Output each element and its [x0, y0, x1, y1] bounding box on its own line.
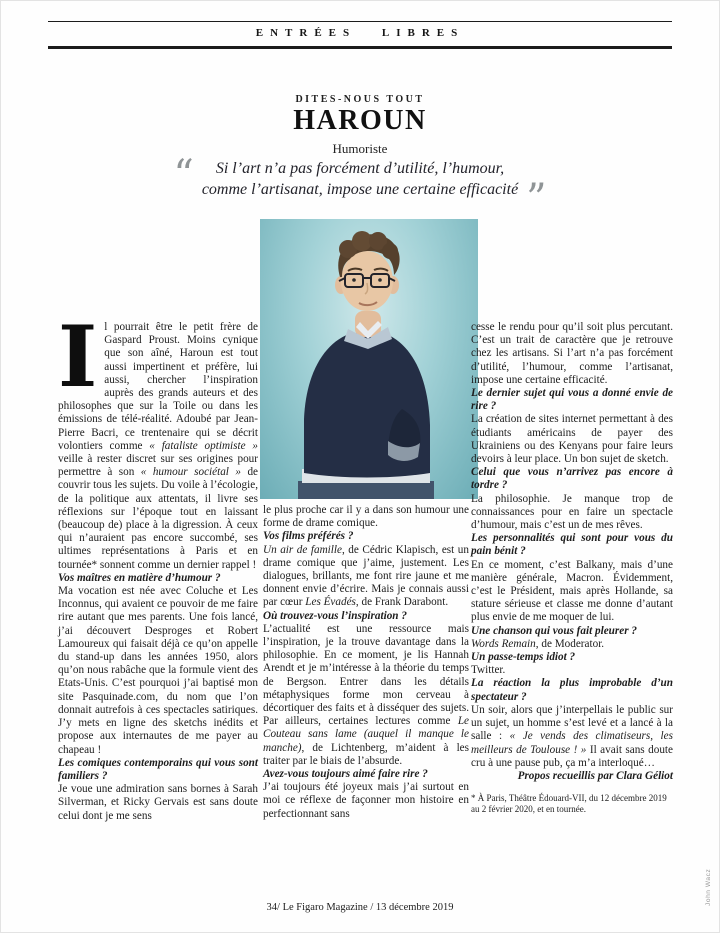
page-footer: 34/ Le Figaro Magazine / 13 décembre 2019 [266, 902, 454, 913]
article-paragraph: Un soir, alors que j’interpellais le public sur un sujet, un homme s’est levé et a lancé à la salle : « Je vends des climatiseurs, les meilleurs de Toulouse ! » Il avait sans doute cru à une pause pub, ça m’a interloqué… [471, 703, 673, 769]
section-header: ENTRÉES LIBRES [255, 27, 465, 39]
page-title: HAROUN [293, 105, 427, 136]
interview-question: Un passe-temps idiot ? [471, 651, 576, 664]
quote-line-2: comme l’artisanat, impose une certaine efficacité [201, 181, 519, 198]
header-rule-thick [48, 46, 672, 49]
article-paragraph: Ma vocation est née avec Coluche et Les Inconnus, qui avaient ce pouvoir de me faire rire autant que mes parents. Une fois lancé, j’ai découvert Desproges et Robert Lamoureux qui faisait déjà ce qu’on appelle du stand-up dans les années 1950, alors qu’on nous rabâche que la formule vient des Etats-Unis. C’est pourquoi j’ai baptisé mon site Pasquinade.com, du nom que l’on donnait autrefois à ces spectacles satiriques. J’y mets en ligne des sketchs inédits et propose aux internautes de me payer au chapeau ! [58, 585, 258, 756]
article-paragraph: Je voue une admiration sans bornes à Sarah Silverman, et Ricky Gervais est sans doute celui dont je me sens [58, 783, 258, 822]
interview-question: Les personnalités qui sont pour vous du pain bénit ? [471, 532, 673, 558]
article-paragraph: le plus proche car il y a dans son humour une forme de drame comique. [263, 504, 469, 530]
kicker: DITES-NOUS TOUT [295, 94, 425, 105]
subtitle: Humoriste [332, 141, 388, 156]
article-paragraph: Twitter. [471, 664, 506, 677]
article-column-left [58, 307, 259, 823]
article-paragraph: Words Remain, de Moderator. [471, 637, 605, 650]
article-paragraph: cesse le rendu pour qu’il soit plus percutant. C’est un trait de caractère que je retrouve chez les artisans. Si l’art n’a pas forcément d’utilité, l’humour, comme l’artisanat, impose une certaine efficacité. [471, 321, 673, 386]
photo-credit: John Wacz [705, 868, 712, 906]
interview-question: Où trouvez-vous l’inspiration ? [263, 609, 407, 622]
article-column-right [471, 321, 673, 815]
interview-question: Une chanson qui vous fait pleurer ? [471, 624, 637, 637]
interview-question: Vos films préférés ? [263, 530, 354, 543]
close-quote-icon: ” [526, 176, 547, 222]
interview-question: La réaction la plus improbable d’un spectateur ? [471, 677, 673, 703]
open-quote-icon: “ [173, 152, 194, 198]
interview-question: Avez-vous toujours aimé faire rire ? [263, 768, 428, 781]
byline: Propos recueillis par Clara Géliot [517, 769, 673, 782]
pull-quote [1, 152, 719, 222]
article-column-middle [263, 504, 469, 821]
article-paragraph: En ce moment, c’est Balkany, mais d’une manière générale, Macron. Évidemment, c’est le Président, mais après Hollande, sa stature sérieuse et classe me donne d’autant plus envie de me moquer de lui. [471, 558, 673, 624]
interview-question: Le dernier sujet qui vous a donné envie de rire ? [471, 387, 673, 413]
article-paragraph: Un air de famille, de Cédric Klapisch, est un drame comique que j’aime, justement. Les dialogues, brillants, me font rire jaune et me donnent envie d’écrire. Mais je connais aussi par cœur Les Évadés, de Frank Darabont. [263, 543, 469, 609]
portrait-illustration [260, 219, 478, 499]
article-paragraph: La philosophie. Je manque trop de connaissances pour en faire un spectacle d’humour, mais c’est un de mes rêves. [471, 492, 673, 532]
interview-question: Vos maîtres en matière d’humour ? [58, 571, 221, 584]
article-paragraph: La création de sites internet permettant à des étudiants américains de payer des Ukrainiens ou des Kenyans pour faire leurs devoirs à leur place. Un bon sujet de sketch. [471, 413, 673, 466]
drop-cap: I [58, 307, 98, 406]
article-paragraph: J’ai toujours été joyeux mais j’ai surtout en moi ce réflexe de façonner mon histoire en perfectionnant sans [263, 781, 469, 820]
portrait-photo [260, 219, 478, 499]
article-paragraph: Il pourrait être le petit frère de Gaspard Proust. Moins cynique que son aîné, Haroun est tout aussi impertinent et préfère, lui aussi, chercher l’inspiration auprès des grands auteurs et des philosophes que sur la Toile ou dans les émissions de télé-réalité. Adoubé par Jean-Pierre Bacri, ce trentenaire qui se décrit volontiers comme « fataliste optimiste » veille à rester discret sur ses origines pour permettre à son « humour sociétal » de couvrir tous les sujets. Du voile à l’écologie, de la politique aux attentats, il livre ses réflexions sur l’époque tout en laissant (beaucoup de) place à la digression. À ceux qui n’auraient pas encore succombé, ses ultimes représentations à Paris et en tournée* sonnent comme un dernier rappel ! [58, 307, 259, 571]
interview-question: Celui que vous n’arrivez pas encore à tordre ? [471, 466, 673, 492]
interview-question: Les comiques contemporains qui vous sont familiers ? [58, 756, 258, 782]
header-rule-thin [48, 21, 672, 22]
footnote: * À Paris, Théâtre Édouard-VII, du 12 décembre 2019 au 2 février 2020, et en tournée. [471, 793, 667, 815]
pull-quote-text [202, 158, 518, 200]
article-paragraph: L’actualité est une ressource mais l’inspiration, je la trouve davantage dans la philosophie. En ce moment, je lis Hannah Arendt et je m’intéresse à la théorie du temps de Bergson. Entrer dans les détails métaphysiques forme mon cerveau à décortiquer des faits et à disséquer des sujets. Par ailleurs, certaines lectures comme Le Couteau sans lame (auquel il manque le manche), de Lichtenberg, m’aident à les traiter par le biais de l’absurde. [263, 622, 469, 767]
quote-line-1: Si l’art n’a pas forcément d’utilité, l’humour, [215, 160, 505, 177]
